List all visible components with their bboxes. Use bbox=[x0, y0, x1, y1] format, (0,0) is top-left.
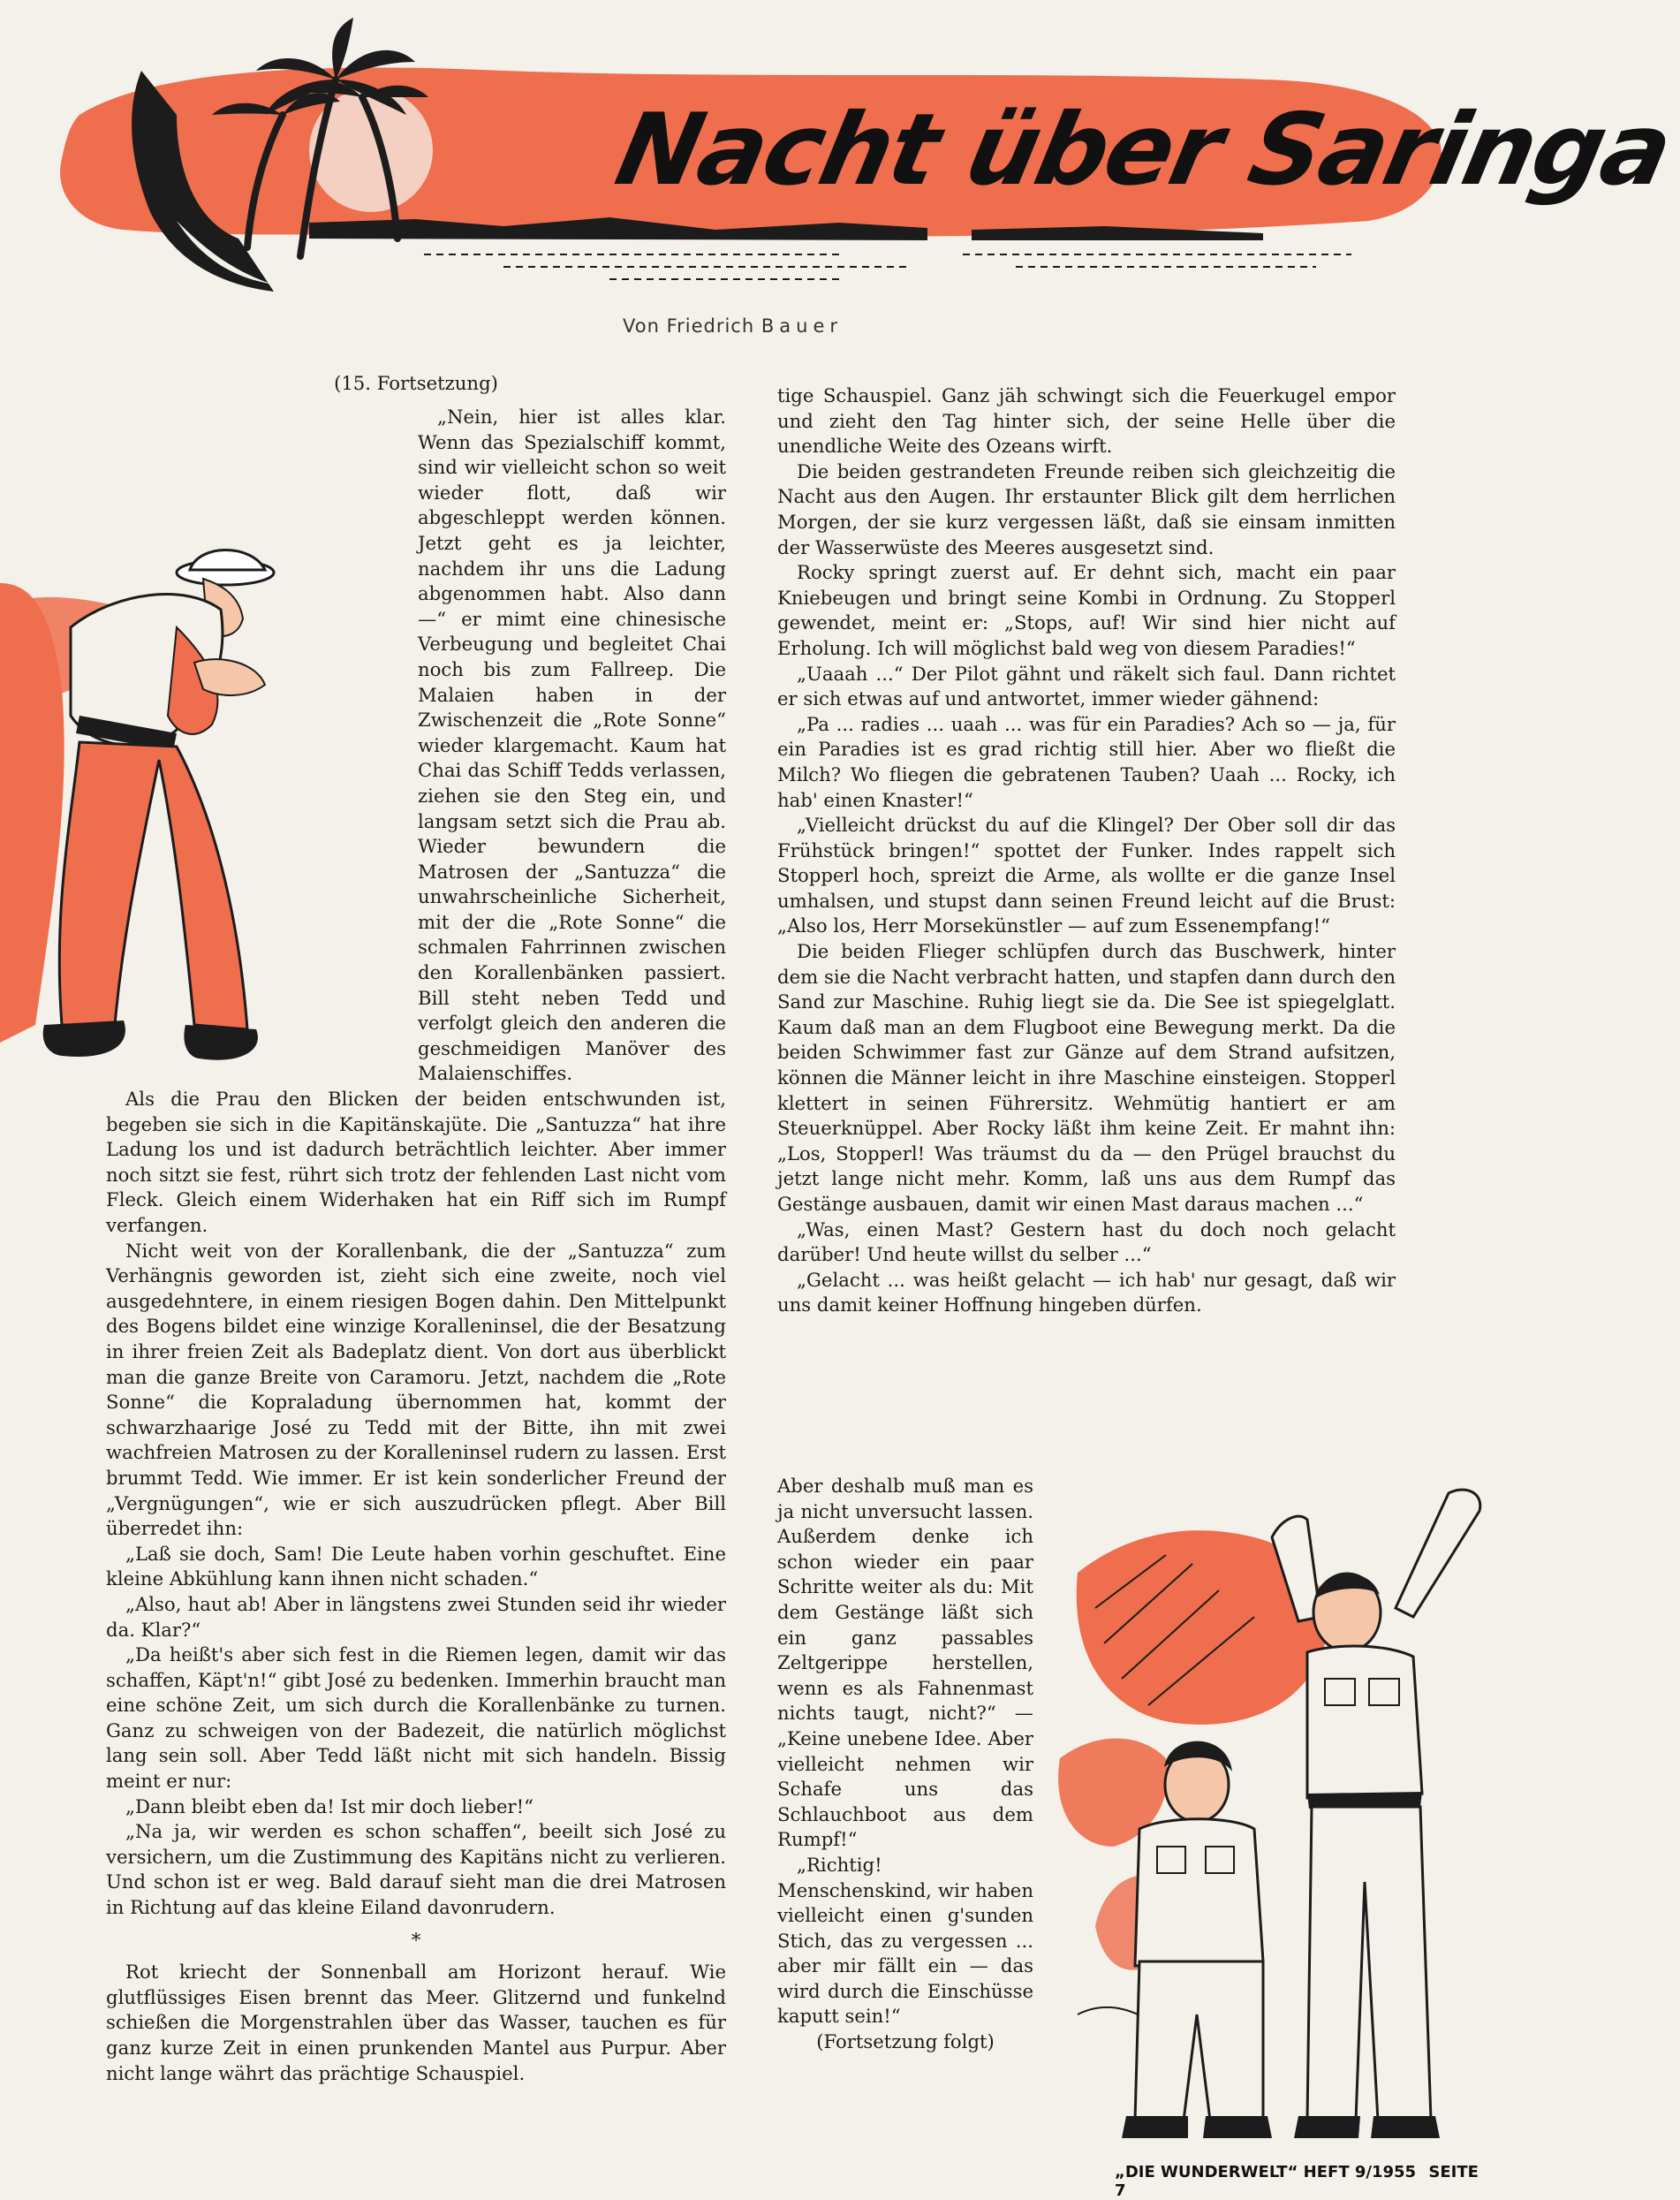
section-separator: * bbox=[411, 1928, 421, 1951]
article-title: Nacht über Saringa bbox=[607, 93, 1680, 208]
installment-label: (15. Fortsetzung) bbox=[334, 372, 498, 394]
paragraph: „Richtig! Menschenskind, wir haben vielleicht einen g'sunden Stich, das zu vergessen ... aber mir fällt ein — das wird durch die Einschüsse kaputt sein!“ bbox=[777, 1853, 1033, 2028]
paragraph: „Nein, hier ist alles klar. Wenn das Spezialschiff kommt, sind wir vielleicht schon so weit wieder flott, daß wir abgeschleppt werden können. Jetzt geht es ja leichter, nachdem ihr uns die Ladung abgenommen habt. Also dann —“ er mimt eine chinesische Verbeugung und begleitet Chai noch bis zum Fallreep. Die Malaien haben in der Zwischenzeit die „Rote Sonne“ wieder klargemacht. Kaum hat Chai das Schiff Tedds verlassen, ziehen sie den Steg ein, und langsam setzt sich die Prau ab. Wieder bewundern die Matrosen der „Santuzza“ die unwahrscheinliche Sicherheit, mit der die „Rote Sonne“ die schmalen Fahrrinnen zwischen den Korallenbänken passiert. Bill steht neben Tedd und verfolgt gleich den anderen die geschmeidigen Manöver des Malaienschiffes. bbox=[418, 406, 726, 1085]
illustration-spacer bbox=[106, 511, 418, 1076]
paragraph: „Gelacht ... was heißt gelacht — ich hab' nur gesagt, daß wir uns damit keiner Hoffnung hingeben dürfen. bbox=[777, 1268, 1396, 1316]
paragraph: Die beiden gestrandeten Freunde reiben sich gleichzeitig die Nacht aus den Augen. Ihr erstaunter Blick gilt dem herrlichen Morgen, der sie kurz vergessen läßt, daß sie einsam inmitten der Wasserwüste des Meeres ausgesetzt sind. bbox=[777, 459, 1396, 558]
paragraph: „Vielleicht drückst du auf die Klingel? Der Ober soll dir das Frühstück bringen!“ spottet der Funker. Indes rappelt sich Stopperl hoch, spreizt die Arme, als wollte er die ganze Insel umhalsen, und stupst dann seinen Freund leicht auf die Brust: „Also los, Herr Morsekünstler — auf zum Essenempfang!“ bbox=[777, 814, 1396, 937]
footer-page: SEITE 7 bbox=[1115, 2163, 1479, 2200]
paragraph: Rot kriecht der Sonnenball am Horizont herauf. Wie glutflüssiges Eisen brennt das Meer. Glitzernd und funkelnd schießen die Morgenstrahlen über das Wasser, tauchen es für ganz kurze Zeit in einen prunkenden Mantel aus Purpur. Aber nicht lange währt das prächtige Schauspiel. bbox=[106, 1961, 726, 2084]
paragraph: „Pa ... radies ... uaah ... was für ein Paradies? Ach so — ja, für ein Paradies ist es grad richtig still hier. Aber wo fließt die Milch? Wo fliegen die gebratenen Tauben? Uaah ... Rocky, ich hab' einen Knaster!“ bbox=[777, 712, 1396, 811]
paragraph: Aber deshalb muß man es ja nicht unversucht lassen. Außerdem denke ich schon wieder ein paar Schritte weiter als du: Mit dem Gestänge läßt sich ein ganz passables Zeltgerippe herstellen, wenn es als Fahnenmast nichts taugt, nicht?“ — „Keine unebene Idee. Aber vielleicht nehmen wir Schafe uns das Schlauchboot aus dem Rumpf!“ bbox=[777, 1475, 1033, 1851]
castaways-illustration bbox=[1042, 1467, 1493, 2165]
column-right-narrow bbox=[777, 1474, 1033, 2055]
byline-author: Bauer bbox=[761, 315, 843, 337]
paragraph: „Laß sie doch, Sam! Die Leute haben vorhin geschuftet. Eine kleine Abkühlung kann ihnen nicht schaden.“ bbox=[106, 1542, 726, 1590]
page-footer bbox=[1115, 2163, 1486, 2200]
column-right bbox=[777, 383, 1396, 1318]
paragraph: Rocky springt zuerst auf. Er dehnt sich, macht ein paar Kniebeugen und bringt seine Kombi in Ordnung. Zu Stopperl gewendet, meint er: „Stops, auf! Wir sind hier nicht auf Erholung. Ich will möglichst bald weg von diesem Paradies!“ bbox=[777, 561, 1396, 659]
paragraph: „Na ja, wir werden es schon schaffen“, beeilt sich José zu versichern, um die Zustimmung des Kapitäns nicht zu verlieren. Und schon ist er weg. Bald darauf sieht man die drei Matrosen in Richtung auf das kleine Eiland davonrudern. bbox=[106, 1820, 726, 1919]
paragraph: „Was, einen Mast? Gestern hast du doch noch gelacht darüber! Und heute willst du selber ...“ bbox=[777, 1218, 1396, 1266]
paragraph: tige Schauspiel. Ganz jäh schwingt sich die Feuerkugel empor und zieht den Tag hinter sich, der seine Helle über die unendliche Weite des Ozeans wirft. bbox=[777, 384, 1396, 458]
byline bbox=[623, 315, 905, 340]
column-left-flow bbox=[106, 405, 726, 2086]
paragraph: „Uaaah ...“ Der Pilot gähnt und räkelt sich faul. Dann richtet er sich etwas auf und antwortet, immer wieder gähnend: bbox=[777, 662, 1396, 710]
castaways-drawing bbox=[1042, 1467, 1493, 2165]
paragraph: „Da heißt's aber sich fest in die Riemen legen, damit wir das schaffen, Käpt'n!“ gibt José zu bedenken. Immerhin braucht man eine schöne Zeit, um sich durch die Korallenbänke zu turnen. Ganz zu schweigen von der Badezeit, die natürlich möglichst lang sein soll. Aber Tedd läßt nicht mit sich handeln. Bissig meint er nur: bbox=[106, 1643, 726, 1793]
paragraph: Die beiden Flieger schlüpfen durch das Buschwerk, hinter dem sie die Nacht verbracht hatten, und stapfen dann durch den Sand zur Maschine. Ruhig liegt sie da. Die See ist spiegelglatt. Kaum daß man an dem Flugboot eine Bewegung merkt. Da die beiden Schwimmer fast zur Gänze auf dem Strand aufsitzen, können die Männer leicht in ihre Maschine einsteigen. Stopperl klettert in seinen Führersitz. Wehmütig hantiert er am Steuerknüppel. Aber Rocky läßt ihm keine Zeit. Er mahnt ihn: „Los, Stopperl! Was träumst du da — den Prügel brauchst du jetzt lange nicht mehr. Komm, laß uns aus dem Rumpf das Gestänge ausbauen, damit wir einen Mast daraus machen ...“ bbox=[777, 940, 1396, 1215]
footer-magazine: „DIE WUNDERWELT“ HEFT 9/1955 bbox=[1115, 2163, 1417, 2181]
paragraph: „Also, haut ab! Aber in längstens zwei Stunden seid ihr wieder da. Klar?“ bbox=[106, 1592, 726, 1641]
paragraph: Als die Prau den Blicken der beiden entschwunden ist, begeben sie sich in die Kapitänskajüte. Die „Santuzza“ hat ihre Ladung los und ist dadurch beträchtlich leichter. Aber immer noch sitzt sie fest, rührt sich trotz der fehlenden Last nicht vom Fleck. Gleich einem Widerhaken hat ein Riff sich im Rumpf verfangen. bbox=[106, 1088, 726, 1236]
paragraph: „Dann bleibt eben da! Ist mir doch lieber!“ bbox=[125, 1794, 534, 1817]
paragraph: Nicht weit von der Korallenbank, die der „Santuzza“ zum Verhängnis geworden ist, zieht sich eine zweite, noch viel ausgedehntere, in einem riesigen Bogen dahin. Den Mittelpunkt des Bogens bildet eine winzige Koralleninsel, die der Besatzung in ihrer freien Zeit als Badeplatz dient. Von dort aus überblickt man die ganze Breite von Caramoru. Jetzt, nachdem die „Rote Sonne“ die Kopraladung übernommen hat, kommt der schwarzhaarige José zu Tedd mit der Bitte, ihn mit zwei wachfreien Matrosen zu der Koralleninsel rudern zu lassen. Erst brummt Tedd. Wie immer. Er ist kein sonderlicher Freund der „Vergnügungen“, wie er sich auszudrücken pflegt. Aber Bill überredet ihn: bbox=[106, 1239, 726, 1540]
title-banner bbox=[44, 18, 1680, 309]
continued-label: (Fortsetzung folgt) bbox=[816, 2030, 995, 2053]
byline-prefix: Von Friedrich bbox=[623, 315, 755, 337]
column-left bbox=[106, 371, 726, 406]
